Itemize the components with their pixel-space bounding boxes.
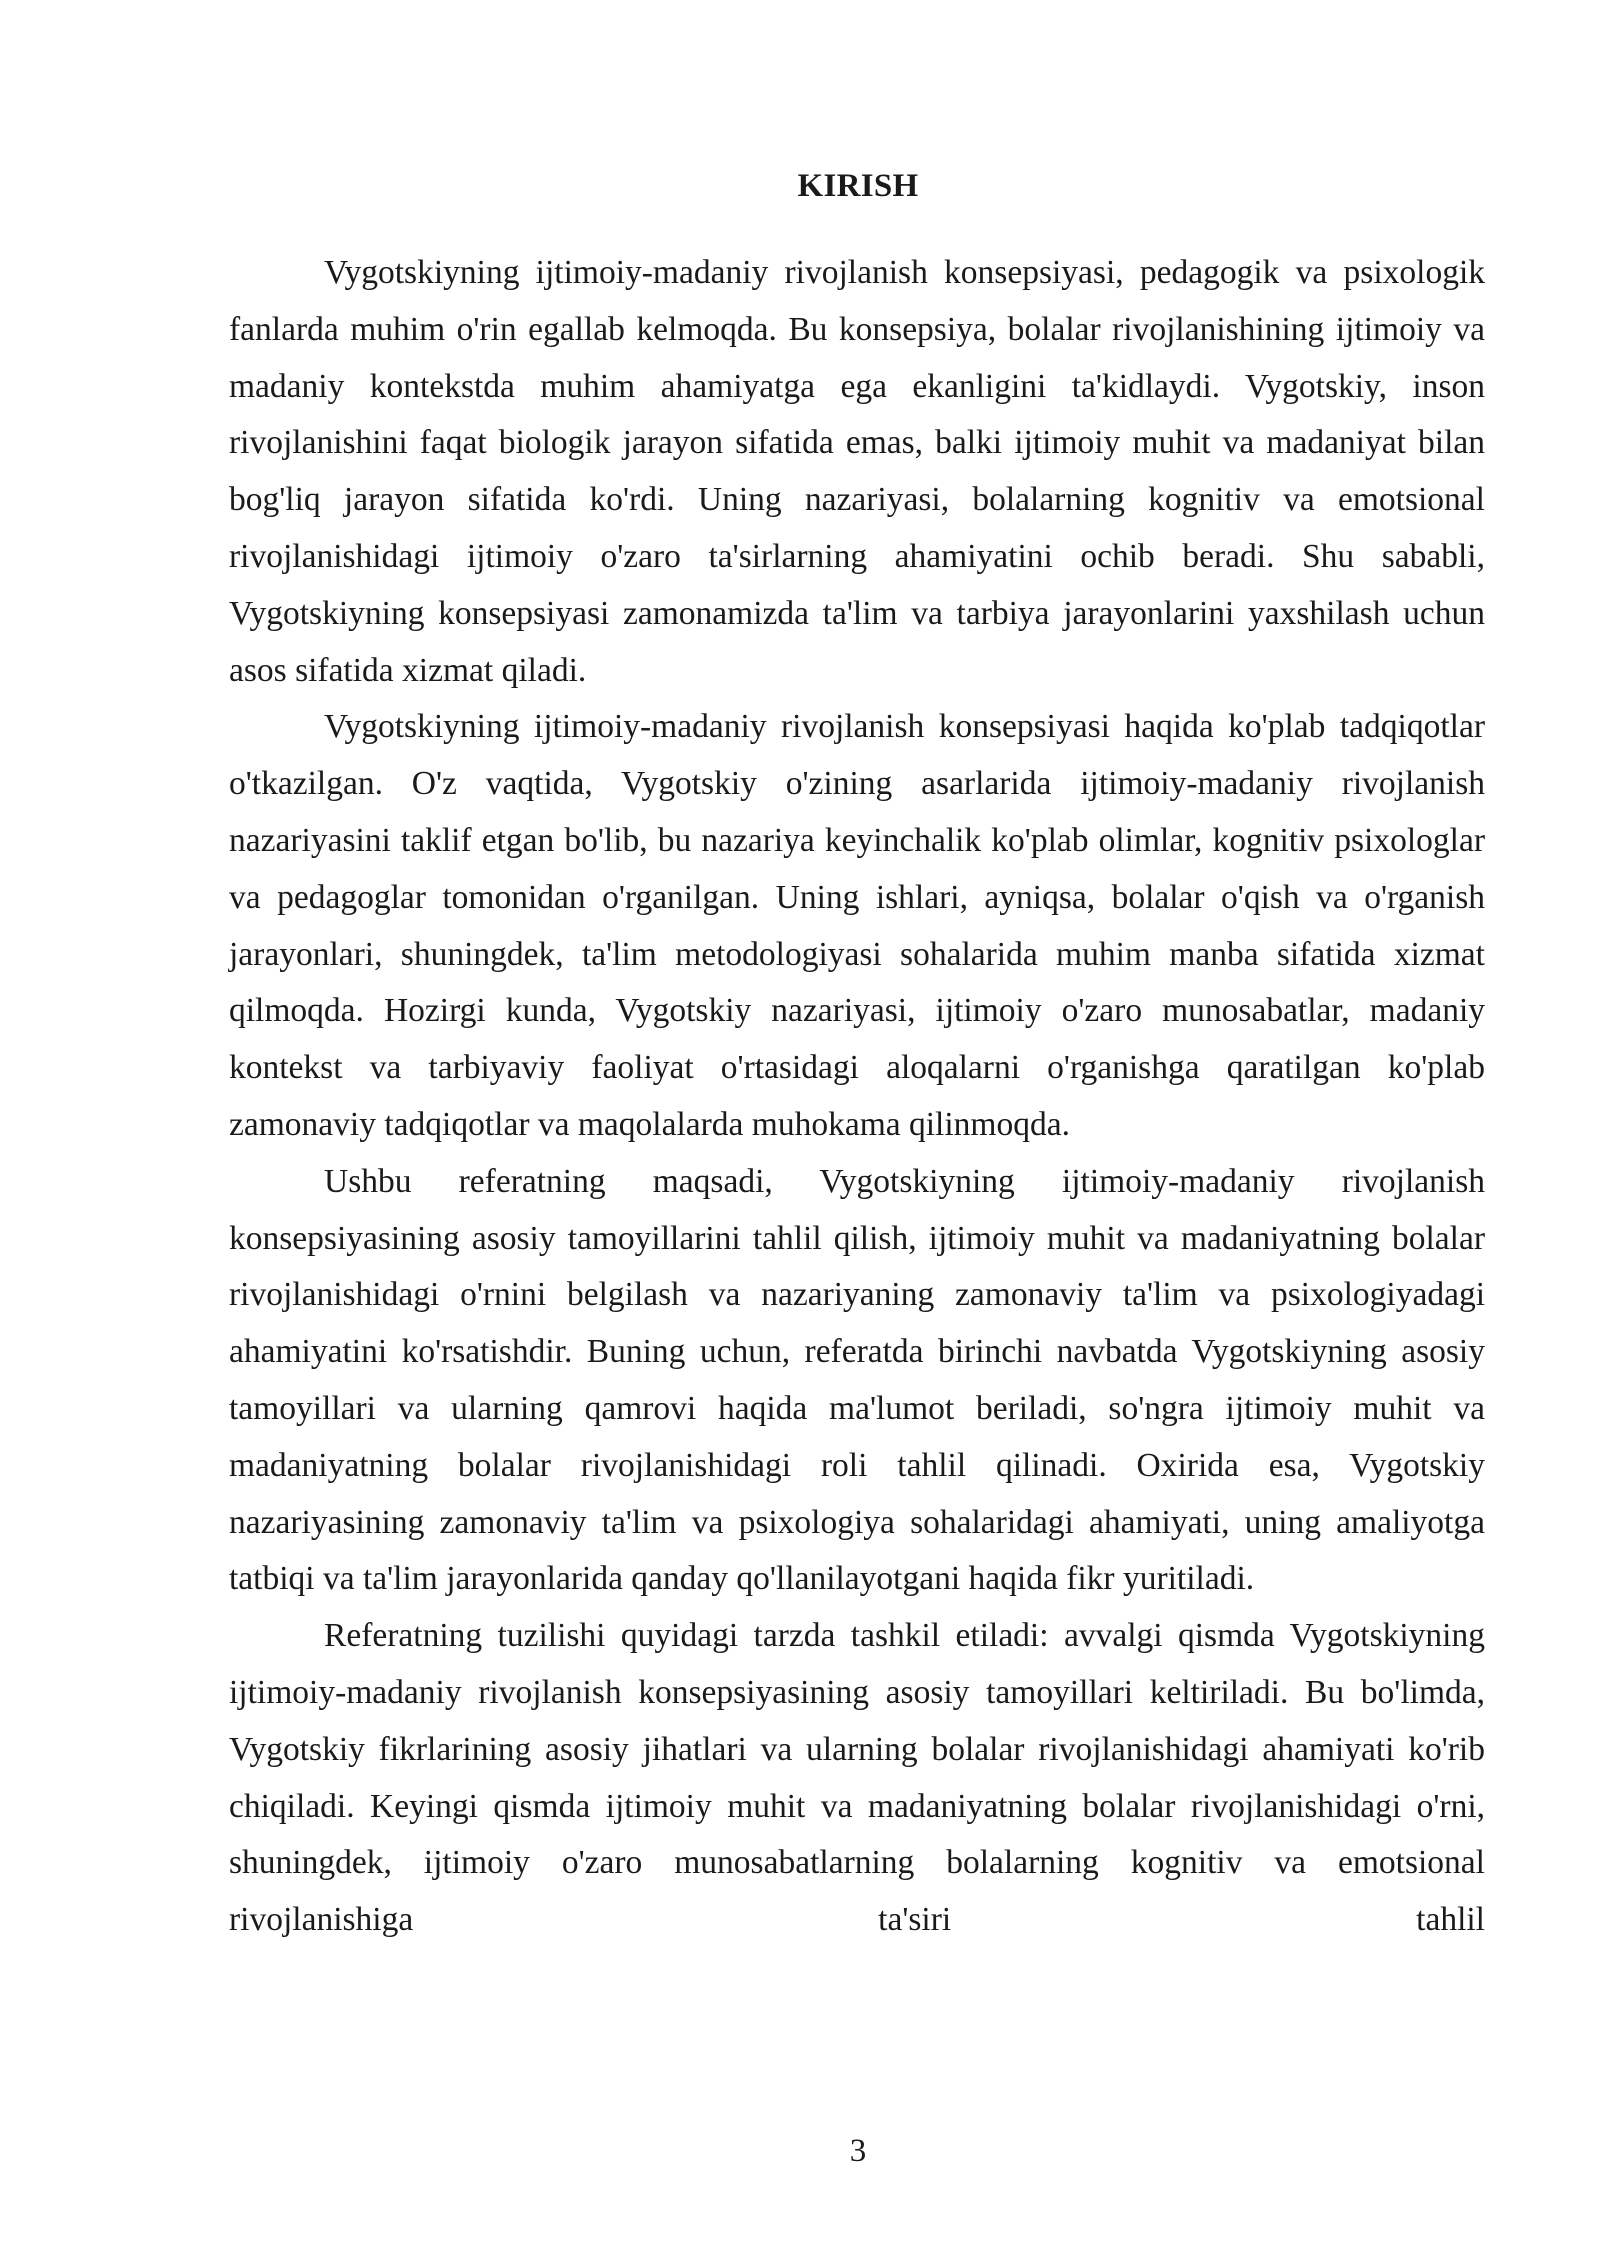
page-number: 3: [849, 2133, 867, 2169]
paragraph-1: Vygotskiyning ijtimoiy-madaniy rivojlanish konsepsiyasi, pedagogik va psixologik fanlarda muhim o'rin egallab kelmoqda. Bu konsepsiya, bolalar rivojlanishining ijtimoiy va madaniy kontekstda muhim ahamiyatga ega ekanligini ta'kidlaydi. Vygotskiy, inson rivojlanishini faqat biologik jarayon sifatida emas, balki ijtimoiy muhit va madaniyat bilan bog'liq jarayon sifatida ko'rdi. Uning nazariyasi, bolalarning kognitiv va emotsional rivojlanishidagi ijtimoiy o'zaro ta'sirlarning ahamiyatini ochib beradi. Shu sababli, Vygotskiyning konsepsiyasi zamonamizda ta'lim va tarbiya jarayonlarini yaxshilash uchun asos sifatida xizmat qiladi.: [229, 254, 1485, 689]
paragraph-3: Ushbu referatning maqsadi, Vygotskiyning ijtimoiy-madaniy rivojlanish konsepsiyasining asosiy tamoyillarini tahlil qilish, ijtimoiy muhit va madaniyatning bolalar rivojlanishidagi o'rnini belgilash va nazariyaning zamonaviy ta'lim va psixologiyadagi ahamiyatini ko'rsatishdir. Buning uchun, referatda birinchi navbatda Vygotskiyning asosiy tamoyillari va ularning qamrovi haqida ma'lumot beriladi, so'ngra ijtimoiy muhit va madaniyatning bolalar rivojlanishidagi roli tahlil qilinadi. Oxirida esa, Vygotskiy nazariyasining zamonaviy ta'lim va psixologiya sohalaridagi ahamiyati, uning amaliyotga tatbiqi va ta'lim jarayonlarida qanday qo'llanilayotgani haqida fikr yuritiladi.: [229, 1162, 1485, 1598]
paragraph-4: Referatning tuzilishi quyidagi tarzda tashkil etiladi: avvalgi qismda Vygotskiyning ijtimoiy-madaniy rivojlanish konsepsiyasining asosiy tamoyillari keltiriladi. Bu bo'limda, Vygotskiy fikrlarining asosiy jihatlari va ularning bolalar rivojlanishidagi ahamiyati ko'rib chiqiladi. Keyingi qismda ijtimoiy muhit va madaniyatning bolalar rivojlanishidagi o'rni, shuningdek, ijtimoiy o'zaro munosabatlarning bolalarning kognitiv va emotsional rivojlanishiga ta'siri tahlil: [229, 1617, 1485, 1939]
paragraph-2: Vygotskiyning ijtimoiy-madaniy rivojlanish konsepsiyasi haqida ko'plab tadqiqotlar o'tkazilgan. O'z vaqtida, Vygotskiy o'zining asarlarida ijtimoiy-madaniy rivojlanish nazariyasini taklif etgan bo'lib, bu nazariya keyinchalik ko'plab olimlar, kognitiv psixologlar va pedagoglar tomonidan o'rganilgan. Uning ishlari, ayniqsa, bolalar o'qish va o'rganish jarayonlari, shuningdek, ta'lim metodologiyasi sohalarida muhim manba sifatida xizmat qilmoqda. Hozirgi kunda, Vygotskiy nazariyasi, ijtimoiy o'zaro munosabatlar, madaniy kontekst va tarbiyaviy faoliyat o'rtasidagi aloqalarni o'rganishga qaratilgan ko'plab zamonaviy tadqiqotlar va maqolalarda muhokama qilinmoqda.: [229, 708, 1485, 1143]
section-heading: KIRISH: [797, 168, 919, 204]
body-text: [229, 245, 1485, 1949]
